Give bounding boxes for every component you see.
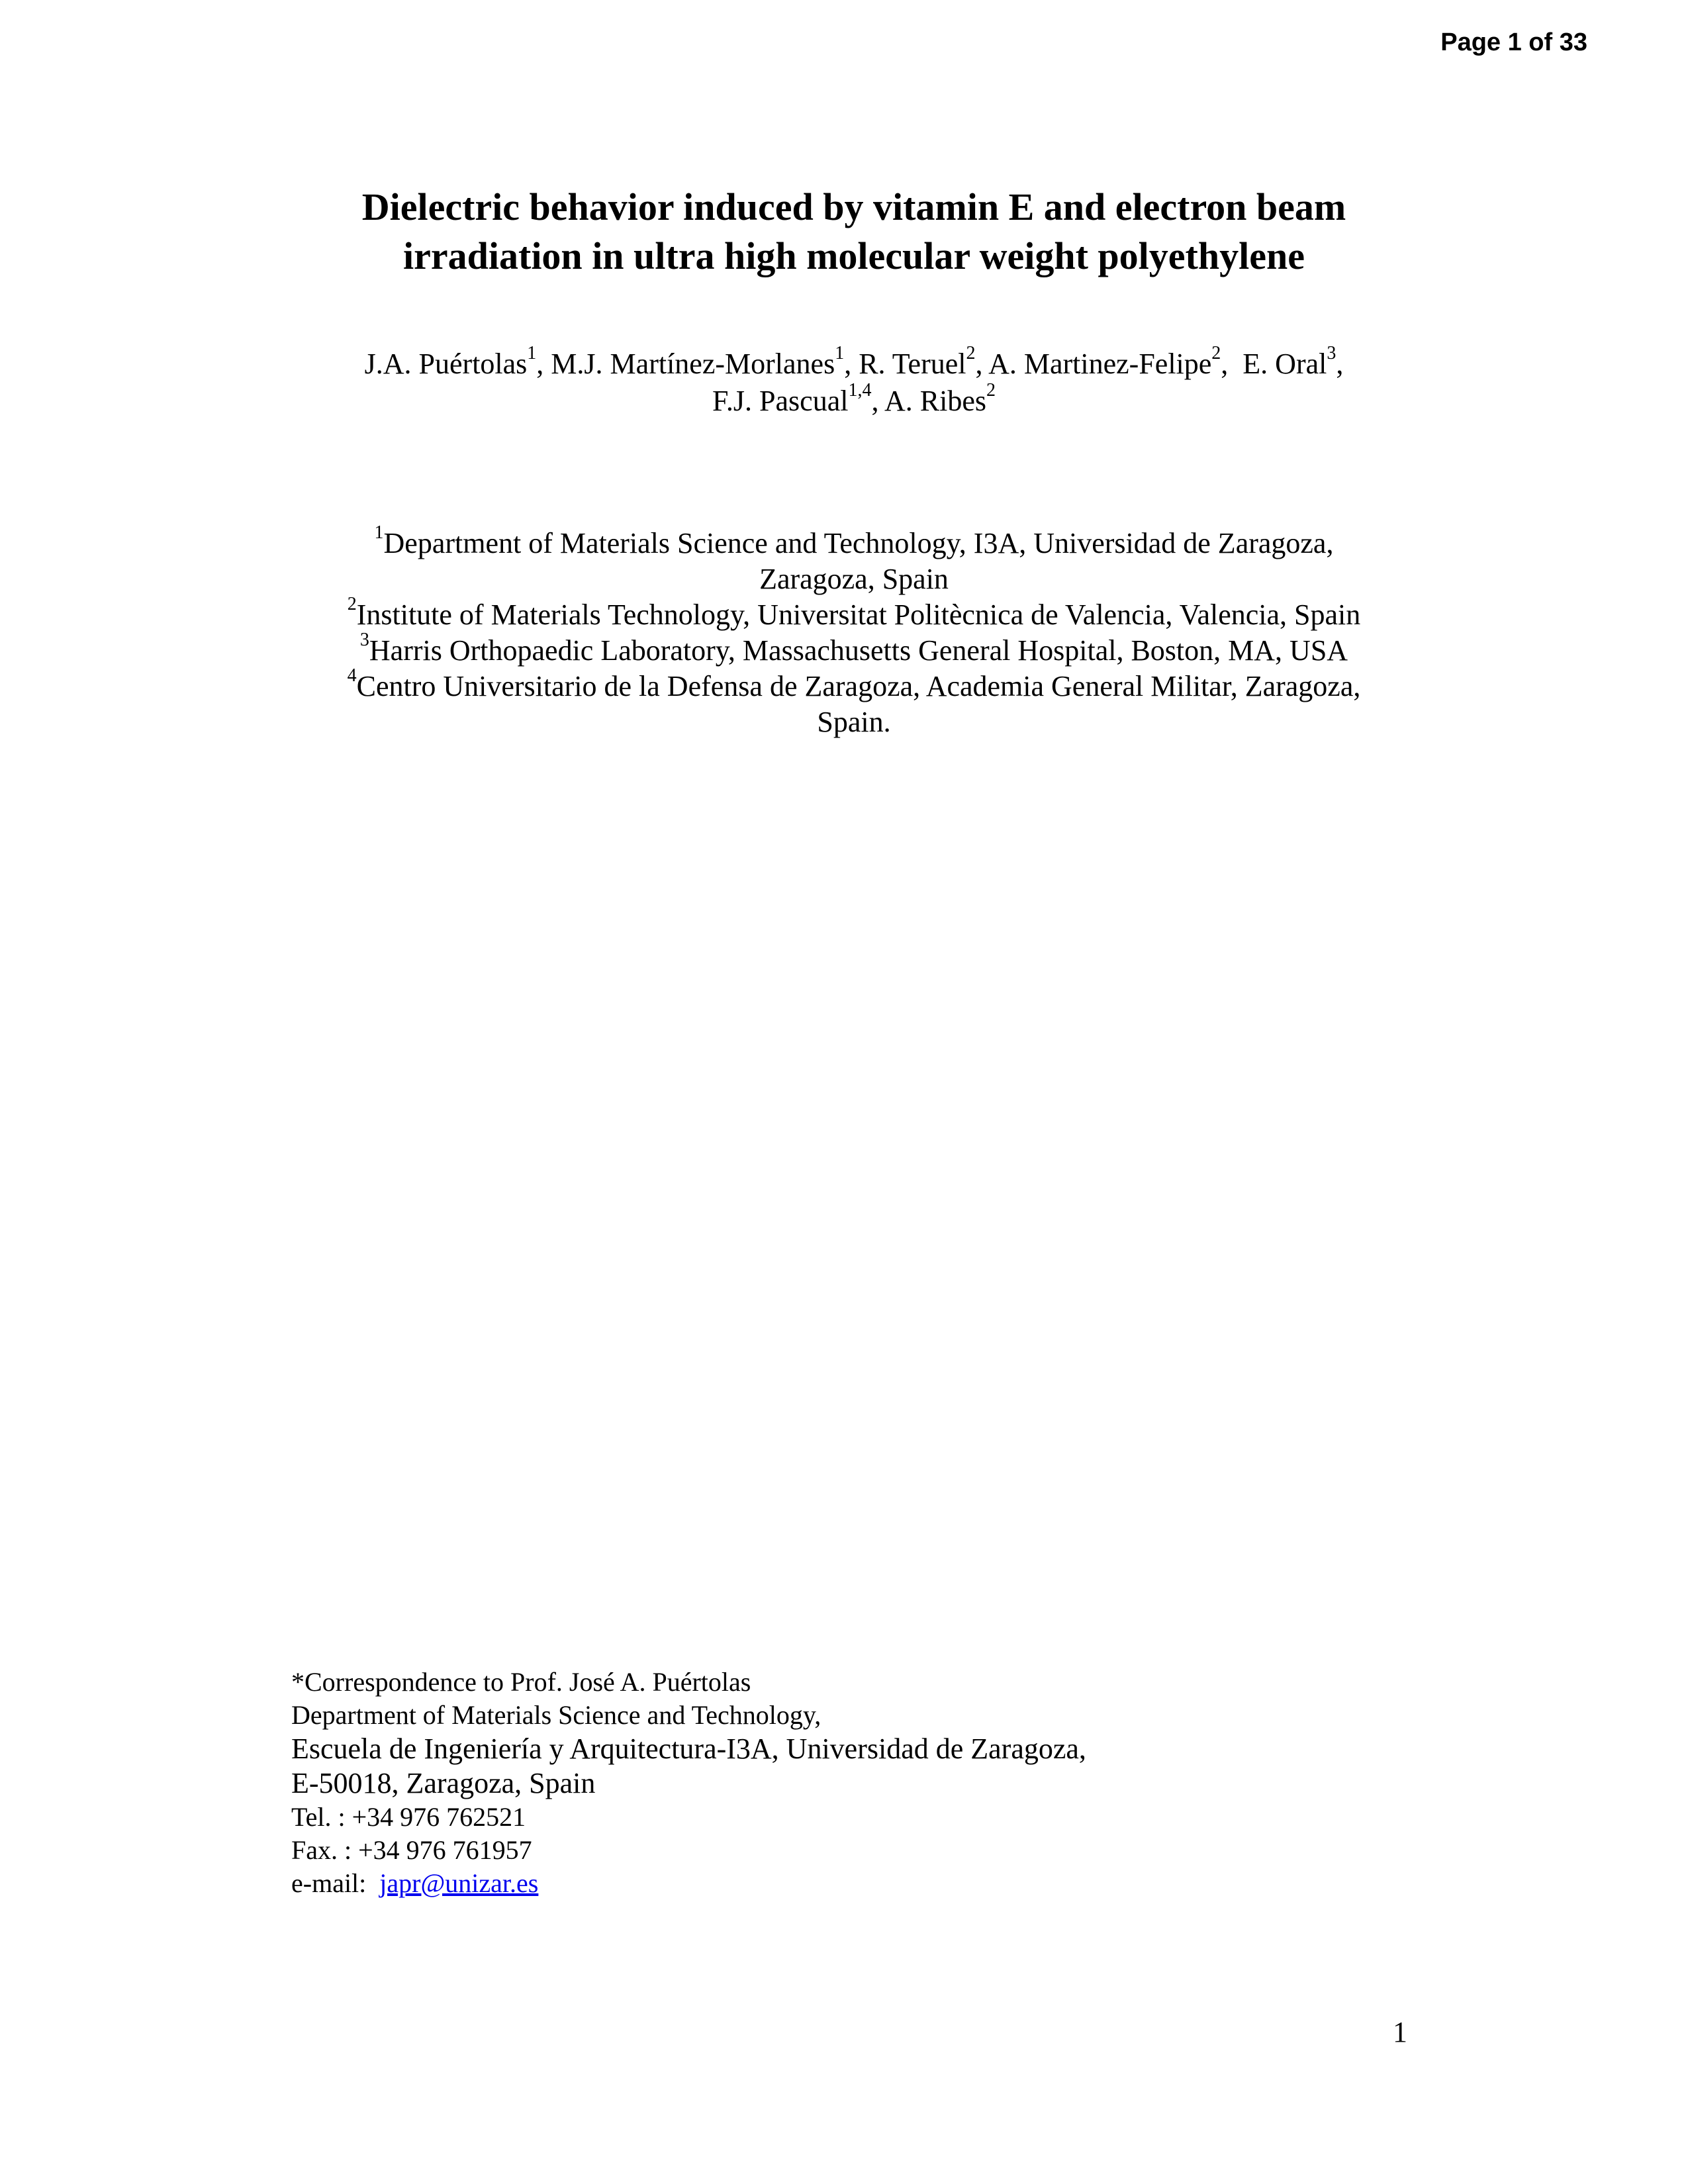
email-label: e-mail: [291, 1868, 380, 1898]
correspondence-address: E-50018, Zaragoza, Spain [291, 1767, 596, 1799]
author-name: A. Martinez-Felipe [988, 348, 1212, 380]
correspondence-block [291, 1666, 1086, 1900]
author-separator: , [1336, 348, 1344, 380]
author-affiliation-mark: 1 [527, 343, 537, 364]
author-name: F.J. Pascual [712, 385, 849, 417]
page-number: 1 [1393, 2016, 1407, 2048]
correspondence-school: Escuela de Ingeniería y Arquitectura-I3A, Universidad de Zaragoza, [291, 1733, 1086, 1765]
page-indicator: Page 1 of 33 [1440, 28, 1587, 56]
author-affiliation-mark: 2 [986, 380, 996, 401]
affiliation-line [225, 594, 1483, 633]
affiliation-text: Spain. [817, 706, 891, 738]
email-link[interactable]: japr@unizar.es [379, 1868, 539, 1898]
author-name: J.A. Puértolas [364, 348, 528, 380]
affiliation-text: Zaragoza, Spain [759, 563, 949, 595]
correspondence-email-line [291, 1867, 1086, 1900]
correspondence-fax: Fax. : +34 976 761957 [291, 1835, 532, 1865]
affiliation-mark: 2 [347, 594, 357, 615]
author-name: E. Oral [1243, 348, 1327, 380]
affiliation-line [225, 561, 1483, 597]
paper-title-line-1: Dielectric behavior induced by vitamin E and electron beam [361, 185, 1346, 228]
author-line-2 [225, 380, 1483, 420]
author-affiliation-mark: 1,4 [848, 380, 872, 401]
affiliation-text: Department of Materials Science and Technology, I3A, Universidad de Zaragoza, [383, 527, 1334, 559]
author-affiliation-mark: 3 [1327, 343, 1336, 364]
paper-title [225, 183, 1483, 281]
author-line-1 [225, 343, 1483, 383]
affiliation-mark: 3 [359, 630, 369, 651]
correspondence-heading: *Correspondence to Prof. José A. Puértolas [291, 1667, 751, 1697]
author-name: A. Ribes [884, 385, 987, 417]
affiliation-line [225, 665, 1483, 704]
affiliation-text: Institute of Materials Technology, Universitat Politècnica de Valencia, Valencia, Spain [356, 598, 1361, 631]
paper-title-line-2: irradiation in ultra high molecular weight polyethylene [403, 234, 1305, 277]
author-list [225, 343, 1483, 420]
author-separator: , [871, 385, 885, 417]
affiliation-text: Harris Orthopaedic Laboratory, Massachusetts General Hospital, Boston, MA, USA [369, 634, 1348, 667]
affiliation-mark: 1 [374, 522, 384, 544]
author-name: R. Teruel [859, 348, 966, 380]
author-separator: , [536, 348, 551, 380]
author-affiliation-mark: 2 [966, 343, 976, 364]
affiliation-list [225, 522, 1483, 740]
affiliation-line [225, 522, 1483, 561]
author-affiliation-mark: 1 [835, 343, 845, 364]
author-affiliation-mark: 2 [1211, 343, 1221, 364]
author-separator: , [1221, 348, 1243, 380]
correspondence-department: Department of Materials Science and Technology, [291, 1700, 821, 1730]
affiliation-line [225, 630, 1483, 669]
author-separator: , [975, 348, 989, 380]
author-separator: , [844, 348, 859, 380]
affiliation-text: Centro Universitario de la Defensa de Zaragoza, Academia General Militar, Zaragoza, [356, 670, 1361, 702]
author-name: M.J. Martínez-Morlanes [551, 348, 835, 380]
correspondence-tel: Tel. : +34 976 762521 [291, 1802, 526, 1832]
affiliation-mark: 4 [347, 665, 357, 687]
affiliation-line [225, 704, 1483, 740]
